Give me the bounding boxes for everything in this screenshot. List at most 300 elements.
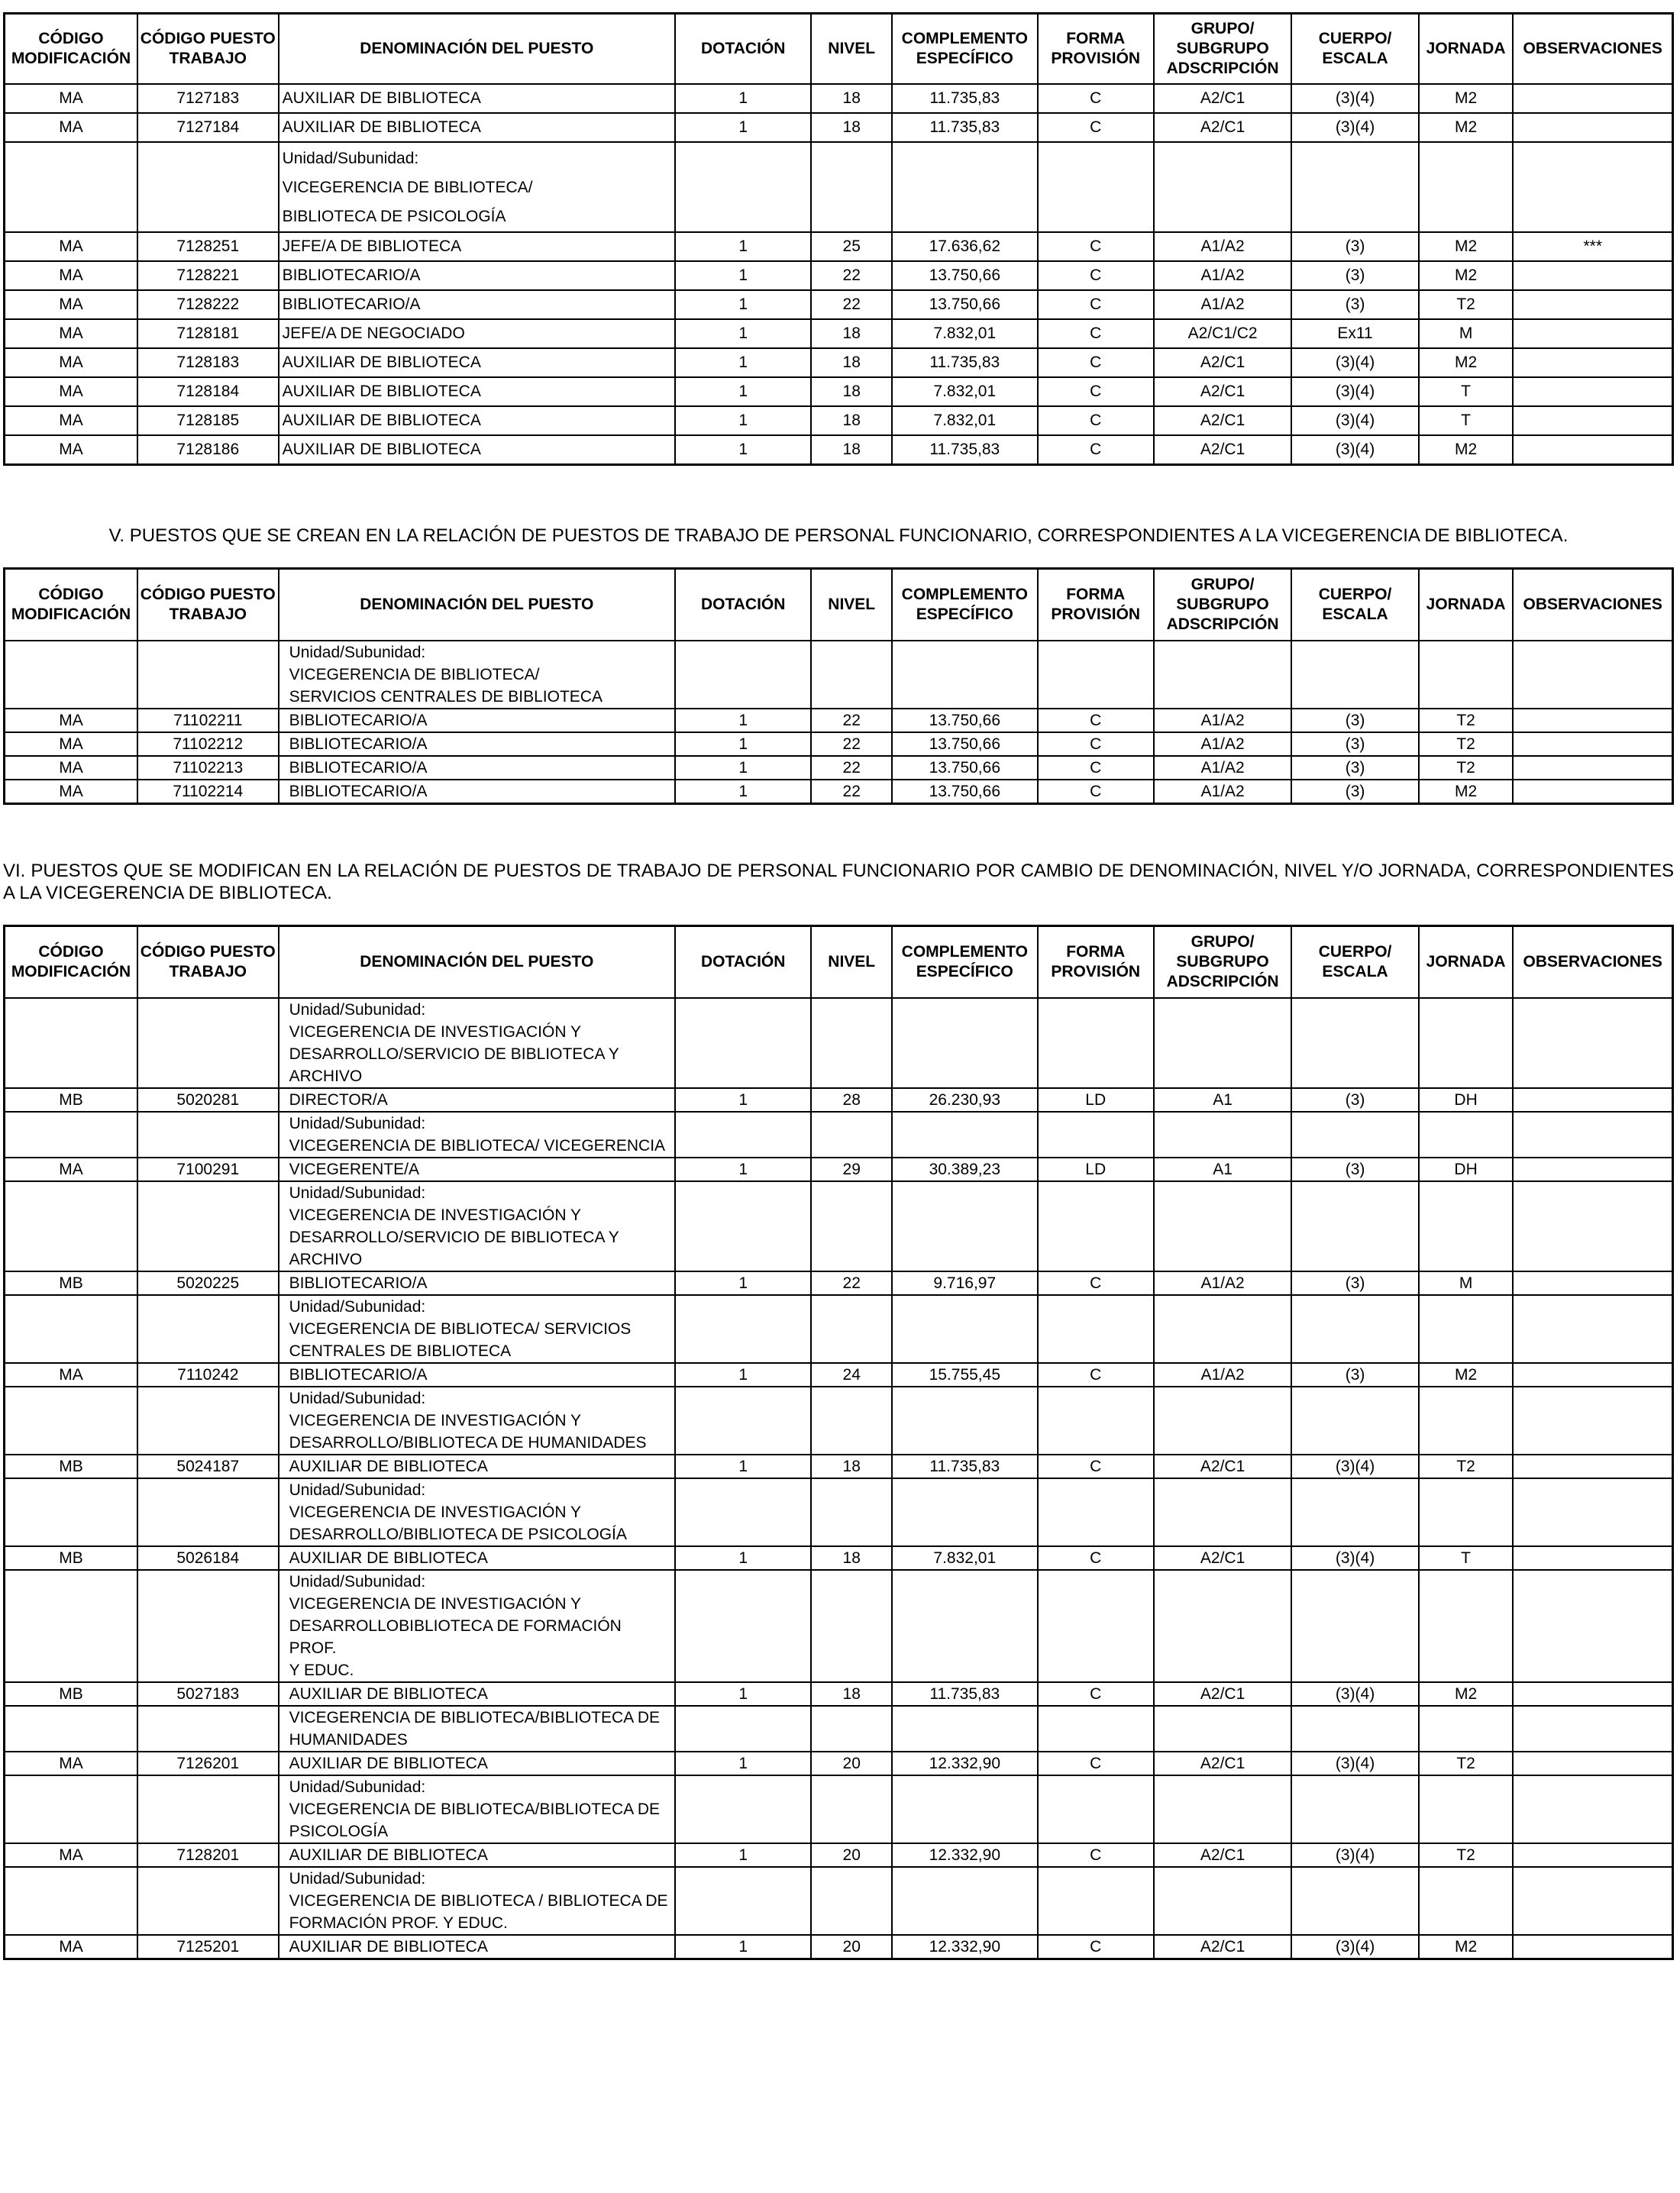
header-forma: FORMA PROVISIÓN (1038, 569, 1154, 641)
empty-cell (1154, 1775, 1292, 1843)
codigo-modificacion-cell: MA (5, 732, 137, 756)
codigo-modificacion-cell: MA (5, 709, 137, 732)
complemento-cell: 13.750,66 (892, 756, 1038, 780)
empty-cell (1419, 998, 1514, 1088)
unit-line: CENTRALES DE BIBLIOTECA (289, 1342, 512, 1360)
codigo-modificacion-cell: MA (5, 290, 137, 319)
dotacion-cell: 1 (675, 1752, 812, 1775)
unit-row (5, 641, 1673, 709)
codigo-puesto-cell: 5026184 (137, 1546, 279, 1570)
jornada-cell: DH (1419, 1158, 1514, 1181)
codigo-puesto-cell: 5020225 (137, 1271, 279, 1295)
codigo-puesto-cell: 7127184 (137, 113, 279, 142)
nivel-cell: 18 (811, 1546, 891, 1570)
empty-cell (1513, 142, 1672, 232)
denominacion-cell: AUXILIAR DE BIBLIOTECA (279, 1935, 675, 1959)
observaciones-cell (1513, 406, 1672, 435)
complemento-cell: 7.832,01 (892, 1546, 1038, 1570)
table-row (5, 1546, 1673, 1570)
jornada-cell: T2 (1419, 290, 1514, 319)
empty-cell (137, 998, 279, 1088)
empty-cell (1291, 1570, 1418, 1682)
empty-cell (1154, 1181, 1292, 1271)
jornada-cell: M2 (1419, 232, 1514, 261)
forma-provision-cell: C (1038, 1843, 1154, 1867)
header-codigo-puesto: CÓDIGO PUESTO TRABAJO (137, 569, 279, 641)
forma-provision-cell: C (1038, 732, 1154, 756)
denominacion-cell: AUXILIAR DE BIBLIOTECA (279, 1752, 675, 1775)
jornada-cell: DH (1419, 1088, 1514, 1112)
grupo-cell: A1 (1154, 1158, 1292, 1181)
table-row (5, 435, 1673, 465)
header-complemento: COMPLEMENTO ESPECÍFICO (892, 14, 1038, 85)
table-row (5, 1363, 1673, 1387)
table-row (5, 1158, 1673, 1181)
unit-label-cell (279, 998, 675, 1088)
cuerpo-cell: (3) (1291, 290, 1418, 319)
empty-cell (811, 1867, 891, 1935)
complemento-cell: 26.230,93 (892, 1088, 1038, 1112)
empty-cell (811, 1478, 891, 1546)
forma-provision-cell: C (1038, 377, 1154, 406)
cuerpo-cell: Ex11 (1291, 319, 1418, 348)
denominacion-cell: DIRECTOR/A (279, 1088, 675, 1112)
nivel-cell: 24 (811, 1363, 891, 1387)
unit-line: Unidad/Subunidad: (289, 1297, 426, 1316)
nivel-cell: 22 (811, 261, 891, 290)
table-row (5, 1752, 1673, 1775)
observaciones-cell (1513, 435, 1672, 465)
grupo-cell: A2/C1 (1154, 377, 1292, 406)
positions-table-2 (3, 567, 1674, 805)
grupo-cell: A2/C1 (1154, 1455, 1292, 1478)
observaciones-cell (1513, 1455, 1672, 1478)
cuerpo-cell: (3)(4) (1291, 377, 1418, 406)
nivel-cell: 20 (811, 1843, 891, 1867)
header-jornada: JORNADA (1419, 926, 1514, 998)
empty-cell (811, 1570, 891, 1682)
empty-cell (1291, 1706, 1418, 1752)
dotacion-cell: 1 (675, 756, 812, 780)
empty-cell (811, 1706, 891, 1752)
complemento-cell: 7.832,01 (892, 406, 1038, 435)
grupo-cell: A1/A2 (1154, 756, 1292, 780)
empty-cell (675, 998, 812, 1088)
empty-cell (137, 641, 279, 709)
empty-cell (1154, 1570, 1292, 1682)
jornada-cell: T2 (1419, 1752, 1514, 1775)
jornada-cell: M (1419, 319, 1514, 348)
unit-row (5, 1112, 1673, 1158)
positions-table-1 (3, 12, 1674, 466)
empty-cell (1419, 142, 1514, 232)
empty-cell (1038, 1387, 1154, 1455)
grupo-cell: A2/C1 (1154, 1935, 1292, 1959)
dotacion-cell: 1 (675, 1455, 812, 1478)
unit-line: Y EDUC. (289, 1661, 354, 1679)
dotacion-cell: 1 (675, 1363, 812, 1387)
complemento-cell: 11.735,83 (892, 435, 1038, 465)
cuerpo-cell: (3) (1291, 261, 1418, 290)
header-denominacion: DENOMINACIÓN DEL PUESTO (279, 926, 675, 998)
unit-row (5, 1387, 1673, 1455)
unit-label-cell (279, 1775, 675, 1843)
dotacion-cell: 1 (675, 1158, 812, 1181)
denominacion-cell: VICEGERENTE/A (279, 1158, 675, 1181)
observaciones-cell (1513, 780, 1672, 804)
empty-cell (1154, 641, 1292, 709)
observaciones-cell (1513, 377, 1672, 406)
empty-cell (1038, 1867, 1154, 1935)
dotacion-cell: 1 (675, 1088, 812, 1112)
table-row (5, 780, 1673, 804)
observaciones-cell (1513, 319, 1672, 348)
denominacion-cell: AUXILIAR DE BIBLIOTECA (279, 113, 675, 142)
observaciones-cell (1513, 1682, 1672, 1706)
unit-line: VICEGERENCIA DE INVESTIGACIÓN Y (289, 1594, 581, 1613)
cuerpo-cell: (3)(4) (1291, 84, 1418, 113)
nivel-cell: 22 (811, 732, 891, 756)
empty-cell (892, 998, 1038, 1088)
empty-cell (1513, 1112, 1672, 1158)
grupo-cell: A2/C1 (1154, 406, 1292, 435)
denominacion-cell: JEFE/A DE NEGOCIADO (279, 319, 675, 348)
forma-provision-cell: C (1038, 348, 1154, 377)
empty-cell (1038, 1295, 1154, 1363)
forma-provision-cell: C (1038, 1455, 1154, 1478)
codigo-puesto-cell: 71102212 (137, 732, 279, 756)
nivel-cell: 18 (811, 435, 891, 465)
empty-cell (1154, 1112, 1292, 1158)
empty-cell (1038, 142, 1154, 232)
jornada-cell: T (1419, 1546, 1514, 1570)
empty-cell (5, 1181, 137, 1271)
nivel-cell: 22 (811, 290, 891, 319)
empty-cell (1513, 641, 1672, 709)
denominacion-cell: AUXILIAR DE BIBLIOTECA (279, 348, 675, 377)
complemento-cell: 11.735,83 (892, 1455, 1038, 1478)
empty-cell (811, 1387, 891, 1455)
table-row (5, 1935, 1673, 1959)
dotacion-cell: 1 (675, 1935, 812, 1959)
forma-provision-cell: C (1038, 1271, 1154, 1295)
unit-label-cell (279, 1295, 675, 1363)
dotacion-cell: 1 (675, 290, 812, 319)
header-cuerpo: CUERPO/ ESCALA (1291, 569, 1418, 641)
complemento-cell: 11.735,83 (892, 1682, 1038, 1706)
empty-cell (1154, 142, 1292, 232)
header-nivel: NIVEL (811, 14, 891, 85)
codigo-puesto-cell: 71102214 (137, 780, 279, 804)
grupo-cell: A2/C1 (1154, 1752, 1292, 1775)
cuerpo-cell: (3) (1291, 780, 1418, 804)
grupo-cell: A2/C1 (1154, 1546, 1292, 1570)
unit-label-cell (279, 1112, 675, 1158)
codigo-puesto-cell: 7126201 (137, 1752, 279, 1775)
complemento-cell: 12.332,90 (892, 1935, 1038, 1959)
dotacion-cell: 1 (675, 84, 812, 113)
empty-cell (1513, 1775, 1672, 1843)
header-forma: FORMA PROVISIÓN (1038, 14, 1154, 85)
denominacion-cell: BIBLIOTECARIO/A (279, 780, 675, 804)
table-row (5, 261, 1673, 290)
codigo-modificacion-cell: MA (5, 232, 137, 261)
observaciones-cell (1513, 290, 1672, 319)
nivel-cell: 28 (811, 1088, 891, 1112)
codigo-puesto-cell: 7110242 (137, 1363, 279, 1387)
empty-cell (892, 1570, 1038, 1682)
cuerpo-cell: (3)(4) (1291, 1546, 1418, 1570)
empty-cell (675, 142, 812, 232)
empty-cell (1291, 1478, 1418, 1546)
unit-line: DESARROLLOBIBLIOTECA DE FORMACIÓN PROF. (289, 1616, 622, 1657)
forma-provision-cell: C (1038, 290, 1154, 319)
empty-cell (811, 1775, 891, 1843)
header-codigo-modificacion: CÓDIGO MODIFICACIÓN (5, 926, 137, 998)
empty-cell (1291, 998, 1418, 1088)
unit-line: VICEGERENCIA DE INVESTIGACIÓN Y (289, 1022, 581, 1041)
unit-line: Unidad/Subunidad: (289, 1000, 426, 1019)
header-denominacion: DENOMINACIÓN DEL PUESTO (279, 14, 675, 85)
dotacion-cell: 1 (675, 435, 812, 465)
section-vi-title: VI. PUESTOS QUE SE MODIFICAN EN LA RELACIÓN DE PUESTOS DE TRABAJO DE PERSONAL FUNCIONARIO POR CAMBIO DE DENOMINACIÓN, NIVEL Y/O JORNADA, CORRESPONDIENTES A LA VICEGERENCIA DE BIBLIOTECA. (3, 861, 1674, 903)
empty-cell (1419, 1867, 1514, 1935)
complemento-cell: 11.735,83 (892, 348, 1038, 377)
grupo-cell: A1/A2 (1154, 1271, 1292, 1295)
unit-line: VICEGERENCIA DE INVESTIGACIÓN Y (289, 1503, 581, 1521)
dotacion-cell: 1 (675, 709, 812, 732)
dotacion-cell: 1 (675, 1271, 812, 1295)
empty-cell (811, 998, 891, 1088)
denominacion-cell: AUXILIAR DE BIBLIOTECA (279, 1546, 675, 1570)
header-observaciones: OBSERVACIONES (1513, 14, 1672, 85)
header-grupo: GRUPO/ SUBGRUPO ADSCRIPCIÓN (1154, 569, 1292, 641)
codigo-modificacion-cell: MA (5, 84, 137, 113)
header-denominacion: DENOMINACIÓN DEL PUESTO (279, 569, 675, 641)
empty-cell (1291, 1775, 1418, 1843)
nivel-cell: 18 (811, 377, 891, 406)
header-complemento: COMPLEMENTO ESPECÍFICO (892, 569, 1038, 641)
unit-line: Unidad/Subunidad: (289, 1869, 426, 1888)
denominacion-cell: AUXILIAR DE BIBLIOTECA (279, 1455, 675, 1478)
empty-cell (1154, 1867, 1292, 1935)
header-dotacion: DOTACIÓN (675, 14, 812, 85)
table-row (5, 1682, 1673, 1706)
header-dotacion: DOTACIÓN (675, 926, 812, 998)
forma-provision-cell: C (1038, 261, 1154, 290)
jornada-cell: T2 (1419, 1455, 1514, 1478)
denominacion-cell: BIBLIOTECARIO/A (279, 756, 675, 780)
unit-line: VICEGERENCIA DE BIBLIOTECA/ (289, 665, 540, 683)
complemento-cell: 11.735,83 (892, 113, 1038, 142)
codigo-puesto-cell: 7128185 (137, 406, 279, 435)
empty-cell (137, 1112, 279, 1158)
empty-cell (1038, 641, 1154, 709)
empty-cell (1038, 1112, 1154, 1158)
empty-cell (675, 1112, 812, 1158)
empty-cell (1513, 1570, 1672, 1682)
codigo-puesto-cell: 71102213 (137, 756, 279, 780)
unit-row (5, 1181, 1673, 1271)
codigo-modificacion-cell: MA (5, 348, 137, 377)
unit-line: SERVICIOS CENTRALES DE BIBLIOTECA (289, 687, 603, 706)
header-nivel: NIVEL (811, 926, 891, 998)
empty-cell (137, 1775, 279, 1843)
forma-provision-cell: C (1038, 232, 1154, 261)
empty-cell (1038, 998, 1154, 1088)
unit-row (5, 1775, 1673, 1843)
cuerpo-cell: (3)(4) (1291, 113, 1418, 142)
empty-cell (5, 1387, 137, 1455)
section-v-title: V. PUESTOS QUE SE CREAN EN LA RELACIÓN DE PUESTOS DE TRABAJO DE PERSONAL FUNCIONARIO, CORRESPONDIENTES A LA VICEGERENCIA DE BIBLIOTECA. (108, 525, 1569, 546)
unit-line: DESARROLLO/BIBLIOTECA DE HUMANIDADES (289, 1433, 647, 1452)
codigo-puesto-cell: 7128201 (137, 1843, 279, 1867)
dotacion-cell: 1 (675, 1682, 812, 1706)
observaciones-cell (1513, 1546, 1672, 1570)
forma-provision-cell: C (1038, 435, 1154, 465)
complemento-cell: 13.750,66 (892, 709, 1038, 732)
cuerpo-cell: (3) (1291, 1088, 1418, 1112)
denominacion-cell: BIBLIOTECARIO/A (279, 290, 675, 319)
nivel-cell: 18 (811, 319, 891, 348)
unit-row (5, 998, 1673, 1088)
dotacion-cell: 1 (675, 1546, 812, 1570)
empty-cell (675, 1387, 812, 1455)
empty-cell (1154, 1706, 1292, 1752)
nivel-cell: 20 (811, 1752, 891, 1775)
observaciones-cell (1513, 1158, 1672, 1181)
table-row (5, 290, 1673, 319)
cuerpo-cell: (3)(4) (1291, 1682, 1418, 1706)
empty-cell (1419, 1387, 1514, 1455)
table-row (5, 348, 1673, 377)
empty-cell (5, 641, 137, 709)
empty-cell (5, 998, 137, 1088)
forma-provision-cell: C (1038, 1363, 1154, 1387)
complemento-cell: 13.750,66 (892, 732, 1038, 756)
codigo-modificacion-cell: MA (5, 1843, 137, 1867)
jornada-cell: M2 (1419, 1935, 1514, 1959)
forma-provision-cell: C (1038, 406, 1154, 435)
codigo-modificacion-cell: MB (5, 1546, 137, 1570)
empty-cell (892, 1181, 1038, 1271)
complemento-cell: 7.832,01 (892, 319, 1038, 348)
codigo-puesto-cell: 7100291 (137, 1158, 279, 1181)
codigo-puesto-cell: 7128183 (137, 348, 279, 377)
observaciones-cell (1513, 1363, 1672, 1387)
jornada-cell: M2 (1419, 261, 1514, 290)
grupo-cell: A2/C1 (1154, 84, 1292, 113)
header-jornada: JORNADA (1419, 569, 1514, 641)
complemento-cell: 7.832,01 (892, 377, 1038, 406)
nivel-cell: 18 (811, 113, 891, 142)
unit-line: FORMACIÓN PROF. Y EDUC. (289, 1914, 508, 1932)
empty-cell (1291, 1181, 1418, 1271)
forma-provision-cell: C (1038, 113, 1154, 142)
nivel-cell: 29 (811, 1158, 891, 1181)
header-codigo-puesto: CÓDIGO PUESTO TRABAJO (137, 926, 279, 998)
unit-line: VICEGERENCIA DE BIBLIOTECA/ VICEGERENCIA (289, 1136, 666, 1155)
unit-label-cell (279, 1570, 675, 1682)
unit-line: PSICOLOGÍA (289, 1822, 389, 1840)
unit-line: DESARROLLO/SERVICIO DE BIBLIOTECA Y (289, 1045, 619, 1063)
table-row (5, 232, 1673, 261)
denominacion-cell: AUXILIAR DE BIBLIOTECA (279, 406, 675, 435)
table-row (5, 1455, 1673, 1478)
cuerpo-cell: (3)(4) (1291, 1752, 1418, 1775)
empty-cell (892, 1295, 1038, 1363)
codigo-puesto-cell: 7128251 (137, 232, 279, 261)
empty-cell (675, 641, 812, 709)
header-nivel: NIVEL (811, 569, 891, 641)
unit-line: VICEGERENCIA DE BIBLIOTECA / BIBLIOTECA DE (289, 1891, 668, 1910)
jornada-cell: M2 (1419, 435, 1514, 465)
table-row (5, 1271, 1673, 1295)
header-dotacion: DOTACIÓN (675, 569, 812, 641)
empty-cell (892, 1775, 1038, 1843)
empty-cell (892, 641, 1038, 709)
table-row (5, 113, 1673, 142)
dotacion-cell: 1 (675, 348, 812, 377)
empty-cell (892, 1706, 1038, 1752)
codigo-puesto-cell: 5024187 (137, 1455, 279, 1478)
jornada-cell: M2 (1419, 348, 1514, 377)
header-cuerpo: CUERPO/ ESCALA (1291, 926, 1418, 998)
codigo-modificacion-cell: MA (5, 435, 137, 465)
empty-cell (1291, 1112, 1418, 1158)
observaciones-cell (1513, 1271, 1672, 1295)
observaciones-cell (1513, 1843, 1672, 1867)
codigo-puesto-cell: 7128186 (137, 435, 279, 465)
codigo-modificacion-cell: MB (5, 1455, 137, 1478)
header-cuerpo: CUERPO/ ESCALA (1291, 14, 1418, 85)
header-observaciones: OBSERVACIONES (1513, 926, 1672, 998)
observaciones-cell (1513, 348, 1672, 377)
nivel-cell: 22 (811, 1271, 891, 1295)
denominacion-cell: BIBLIOTECARIO/A (279, 261, 675, 290)
forma-provision-cell: LD (1038, 1088, 1154, 1112)
unit-row (5, 142, 1673, 232)
nivel-cell: 22 (811, 709, 891, 732)
dotacion-cell: 1 (675, 261, 812, 290)
dotacion-cell: 1 (675, 780, 812, 804)
complemento-cell: 15.755,45 (892, 1363, 1038, 1387)
empty-cell (5, 1295, 137, 1363)
grupo-cell: A2/C1 (1154, 435, 1292, 465)
empty-cell (1513, 1478, 1672, 1546)
nivel-cell: 25 (811, 232, 891, 261)
grupo-cell: A2/C1 (1154, 1843, 1292, 1867)
codigo-modificacion-cell: MB (5, 1682, 137, 1706)
empty-cell (5, 142, 137, 232)
table-row (5, 319, 1673, 348)
unit-line: Unidad/Subunidad: (289, 1778, 426, 1796)
empty-cell (1038, 1706, 1154, 1752)
empty-cell (1154, 1295, 1292, 1363)
dotacion-cell: 1 (675, 232, 812, 261)
nivel-cell: 18 (811, 1682, 891, 1706)
unit-line: Unidad/Subunidad: (282, 150, 419, 167)
nivel-cell: 18 (811, 406, 891, 435)
header-forma: FORMA PROVISIÓN (1038, 926, 1154, 998)
unit-line: VICEGERENCIA DE INVESTIGACIÓN Y (289, 1411, 581, 1429)
codigo-modificacion-cell: MA (5, 261, 137, 290)
empty-cell (892, 1387, 1038, 1455)
unit-line: Unidad/Subunidad: (289, 1389, 426, 1407)
empty-cell (5, 1112, 137, 1158)
unit-line: Unidad/Subunidad: (289, 1481, 426, 1499)
jornada-cell: T (1419, 377, 1514, 406)
